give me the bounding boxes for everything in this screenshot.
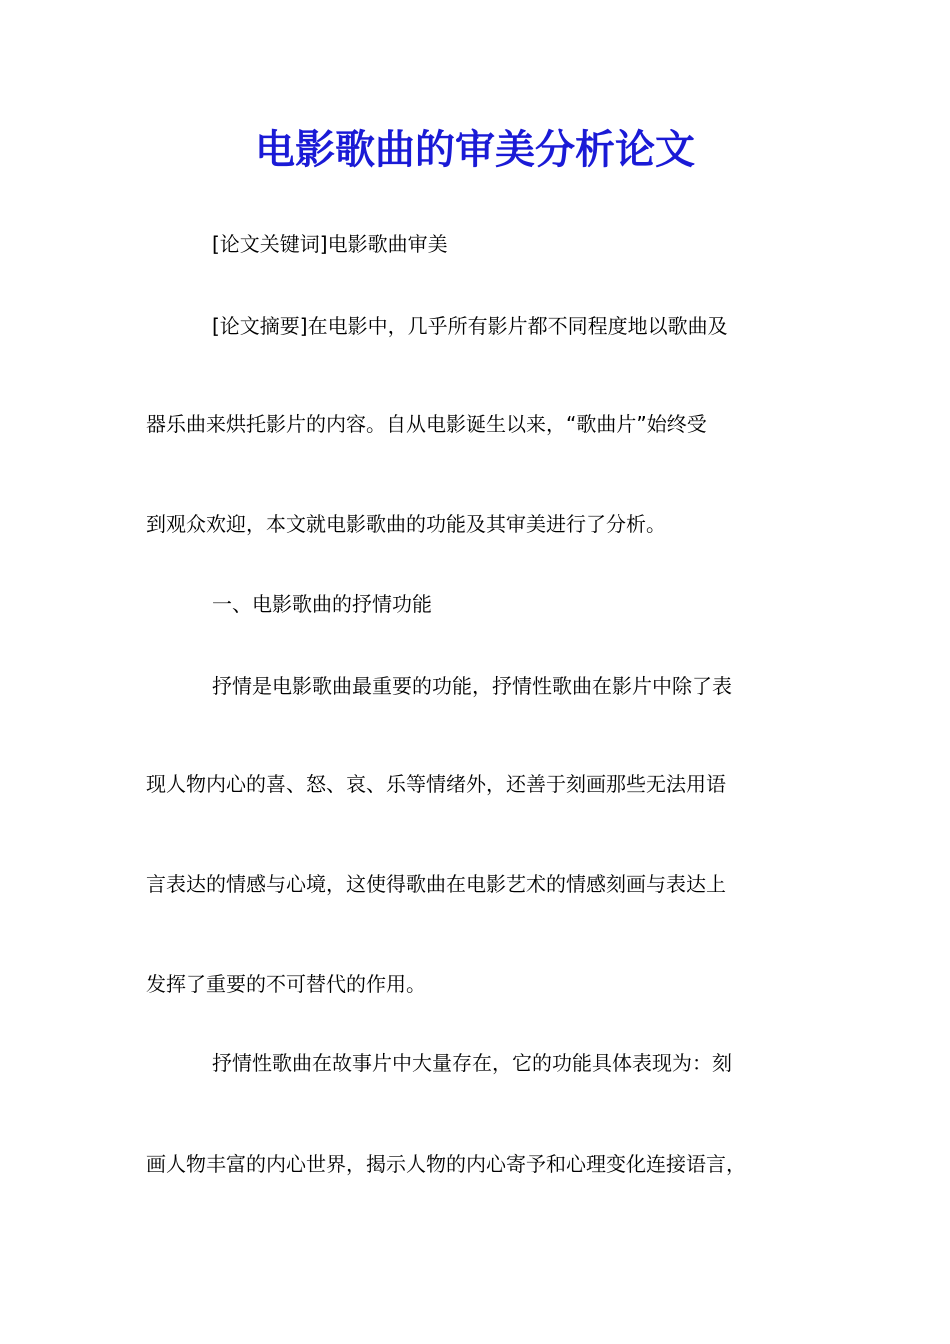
abstract-line: 到观众欢迎，本文就电影歌曲的功能及其审美进行了分析。 <box>146 512 666 536</box>
paragraph-line: 抒情是电影歌曲最重要的功能，抒情性歌曲在影片中除了表 <box>212 674 732 698</box>
paragraph-line: 现人物内心的喜、怒、哀、乐等情绪外，还善于刻画那些无法用语 <box>146 772 726 796</box>
abstract-line: [论文摘要]在电影中，几乎所有影片都不同程度地以歌曲及 <box>212 314 728 338</box>
section-heading: 一、电影歌曲的抒情功能 <box>212 592 432 616</box>
paragraph-line: 发挥了重要的不可替代的作用。 <box>146 972 426 996</box>
keywords-line: [论文关键词]电影歌曲审美 <box>212 232 448 256</box>
page-title: 电影歌曲的审美分析论文 <box>255 126 695 173</box>
paragraph-line: 抒情性歌曲在故事片中大量存在，它的功能具体表现为：刻 <box>212 1051 732 1075</box>
abstract-line: 器乐曲来烘托影片的内容。自从电影诞生以来，“歌曲片”始终受 <box>146 412 707 436</box>
paragraph-line: 言表达的情感与心境，这使得歌曲在电影艺术的情感刻画与表达上 <box>146 872 726 896</box>
paragraph-line: 画人物丰富的内心世界，揭示人物的内心寄予和心理变化连接语言， <box>146 1152 746 1176</box>
